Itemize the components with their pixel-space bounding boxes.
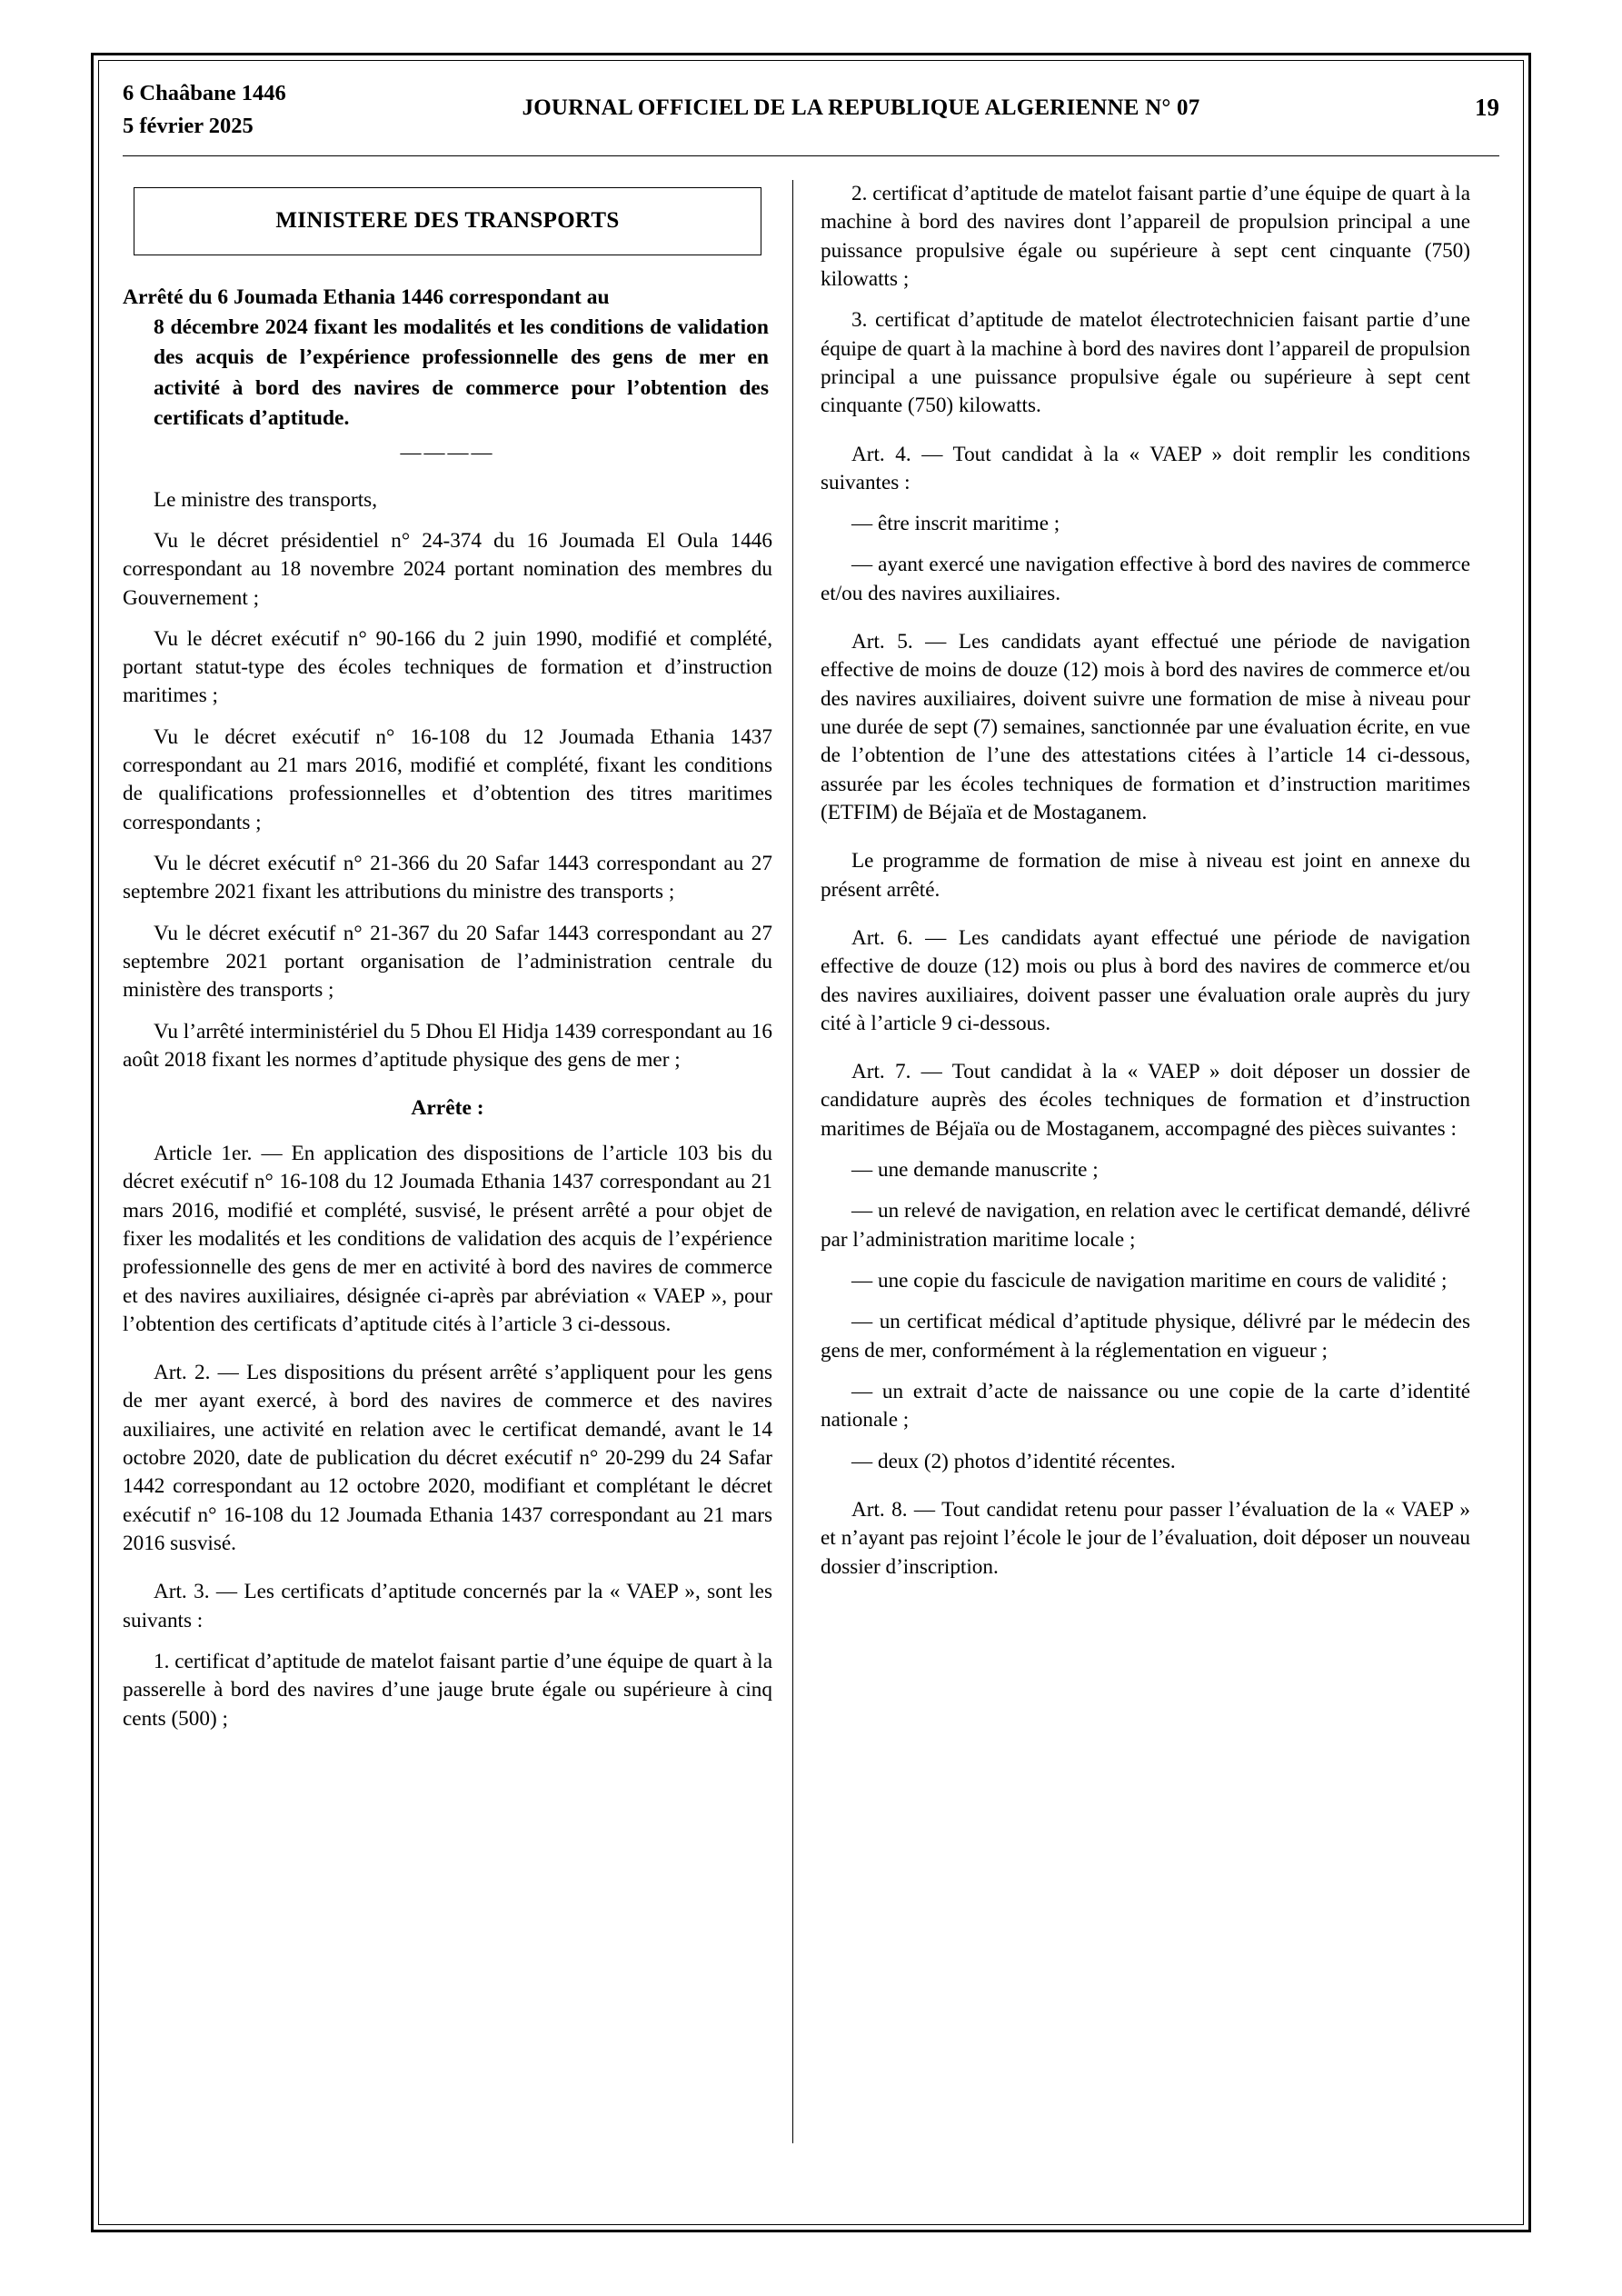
decree-title-line1: Arrêté du 6 Joumada Ethania 1446 correspondant au <box>123 285 610 309</box>
article-5: Art. 5. — Les candidats ayant effectué une période de navigation effective de moins de douze (12) mois à bord des navires de commerce et/ou des navires auxiliaires, doivent suivre une formation de mise à niveau pour une durée de sept (7) semaines, sanctionnée par une évaluation écrite, en vue de l’obtention de l’une des attestations citées à l’article 14 ci-dessous, assurée par les écoles techniques de formation et d’instruction maritimes (ETFIM) de Béjaïa et de Mostaganem. <box>821 630 1470 824</box>
header-date-hijri: 6 Chaâbane 1446 <box>123 81 286 105</box>
two-column-body <box>123 180 1499 2161</box>
paragraph-vu-5: Vu le décret exécutif n° 21-367 du 20 Safar 1443 correspondant au 27 septembre 2021 portant organisation de l’administration centrale du ministère des transports ; <box>123 921 772 1003</box>
ministry-heading-box: MINISTERE DES TRANSPORTS <box>134 187 761 255</box>
article-3-item-2: 2. certificat d’aptitude de matelot faisant partie d’une équipe de quart à la machine à bord des navires dont l’appareil de propulsion principal a une puissance propulsive égale ou supérieure à sept cent cinquante (750) kilowatts ; <box>821 182 1470 291</box>
paragraph-minister: Le ministre des transports, <box>154 487 377 512</box>
paragraph-vu-4: Vu le décret exécutif n° 21-366 du 20 Safar 1443 correspondant au 27 septembre 2021 fixant les attributions du ministre des transports ; <box>123 852 772 904</box>
article-4-item-1: — être inscrit maritime ; <box>851 512 1060 536</box>
article-3-item-1: 1. certificat d’aptitude de matelot faisant partie d’une équipe de quart à la passerelle à bord des navires d’une jauge brute égale ou supérieure à cinq cents (500) ; <box>123 1649 772 1731</box>
article-7-item-1: — une demande manuscrite ; <box>851 1158 1099 1183</box>
paragraph-vu-3: Vu le décret exécutif n° 16-108 du 12 Joumada Ethania 1437 correspondant au 21 mars 2016, modifié et complété, fixant les conditions de qualifications professionnelles et d’obtention des titres maritimes correspondants ; <box>123 724 772 834</box>
page-number: 19 <box>1475 94 1499 121</box>
article-7-item-4: — un certificat médical d’aptitude physique, délivré par le médecin des gens de mer, conformément à la réglementation en vigueur ; <box>821 1310 1470 1363</box>
arrete-heading: Arrête : <box>411 1096 484 1121</box>
journal-title: JOURNAL OFFICIEL DE LA REPUBLIQUE ALGERIENNE N° 07 <box>522 95 1200 120</box>
paragraph-vu-1: Vu le décret présidentiel n° 24-374 du 16 Joumada El Oula 1446 correspondant au 18 novembre 2024 portant nomination des membres du Gouvernement ; <box>123 528 772 610</box>
article-3-item-3: 3. certificat d’aptitude de matelot électrotechnicien faisant partie d’une équipe de quart à la machine à bord des navires dont l’appareil de propulsion principal a une puissance propulsive égale ou supérieure à sept cent cinquante (750) kilowatts. <box>821 308 1470 418</box>
article-7-item-3: — une copie du fascicule de navigation maritime en cours de validité ; <box>851 1269 1448 1293</box>
page-header <box>123 74 1499 152</box>
decree-title-line2: 8 décembre 2024 fixant les modalités et les conditions de validation des acquis de l’expérience professionnelle des gens de mer en activité à bord des navires de commerce pour l’obtention des certificats d’aptitude. <box>154 315 769 431</box>
header-divider <box>123 155 1499 156</box>
decree-title <box>123 283 769 434</box>
article-7-item-6: — deux (2) photos d’identité récentes. <box>851 1449 1176 1473</box>
article-4-item-2: — ayant exercé une navigation effective à bord des navires de commerce et/ou des navires auxiliaires. <box>821 553 1470 605</box>
left-column <box>123 180 792 2161</box>
article-3: Art. 3. — Les certificats d’aptitude concernés par la « VAEP », sont les suivants : <box>123 1580 772 1632</box>
decree-separator-dashes: ———— <box>400 440 495 464</box>
header-dates <box>123 74 359 142</box>
article-7-item-2: — un relevé de navigation, en relation avec le certificat demandé, délivré par l’administration maritime locale ; <box>821 1199 1470 1252</box>
article-2: Art. 2. — Les dispositions du présent arrêté s’appliquent pour les gens de mer ayant exercé, à bord des navires de commerce et des navires auxiliaires, une activité en relation avec le certificat demandé, avant le 14 octobre 2020, date de publication du décret exécutif n° 20-299 du 24 Safar 1442 correspondant au 12 octobre 2020, modifiant et complétant le décret exécutif n° 16-108 du 12 Joumada Ethania 1437 correspondant au 21 mars 2016 susvisé. <box>123 1361 772 1555</box>
journal-page <box>91 53 1531 2232</box>
page-inner-border <box>98 60 1524 2225</box>
paragraph-vu-6: Vu l’arrêté interministériel du 5 Dhou El Hidja 1439 correspondant au 16 août 2018 fixant les normes d’aptitude physique des gens de mer ; <box>123 1019 772 1072</box>
article-8: Art. 8. — Tout candidat retenu pour passer l’évaluation de la « VAEP » et n’ayant pas rejoint l’école le jour de l’évaluation, doit déposer un nouveau dossier d’inscription. <box>821 1497 1470 1579</box>
article-5-annex-note: Le programme de formation de mise à niveau est joint en annexe du présent arrêté. <box>821 849 1470 902</box>
header-date-gregorian: 5 février 2025 <box>123 113 254 138</box>
article-7: Art. 7. — Tout candidat à la « VAEP » doit déposer un dossier de candidature auprès des écoles techniques de formation et d’instruction maritimes de Béjaïa ou de Mostaganem, accompagné des pièces suivantes : <box>821 1060 1470 1141</box>
right-column <box>793 180 1470 2161</box>
article-6: Art. 6. — Les candidats ayant effectué une période de navigation effective de douze (12) mois ou plus à bord des navires de commerce et/ou des navires auxiliaires, doivent passer une évaluation orale auprès du jury cité à l’article 9 ci-dessous. <box>821 925 1470 1035</box>
paragraph-vu-2: Vu le décret exécutif n° 90-166 du 2 juin 1990, modifié et complété, portant statut-type des écoles techniques de formation et d’instruction maritimes ; <box>123 626 772 708</box>
article-7-item-5: — un extrait d’acte de naissance ou une copie de la carte d’identité nationale ; <box>821 1379 1470 1433</box>
article-4: Art. 4. — Tout candidat à la « VAEP » doit remplir les conditions suivantes : <box>821 442 1470 494</box>
article-1: Article 1er. — En application des dispositions de l’article 103 bis du décret exécutif n° 16-108 du 12 Joumada Ethania 1437 correspondant au 21 mars 2016, modifié et complété, susvisé, le présent arrêté a pour objet de fixer les modalités et les conditions de validation des acquis de l’expérience professionnelle des gens de mer en activité à bord des navires de commerce et des navires auxiliaires, désignée ci-après par abréviation « VAEP », pour l’obtention des certificats d’aptitude cités à l’article 3 ci-dessous. <box>123 1141 772 1336</box>
